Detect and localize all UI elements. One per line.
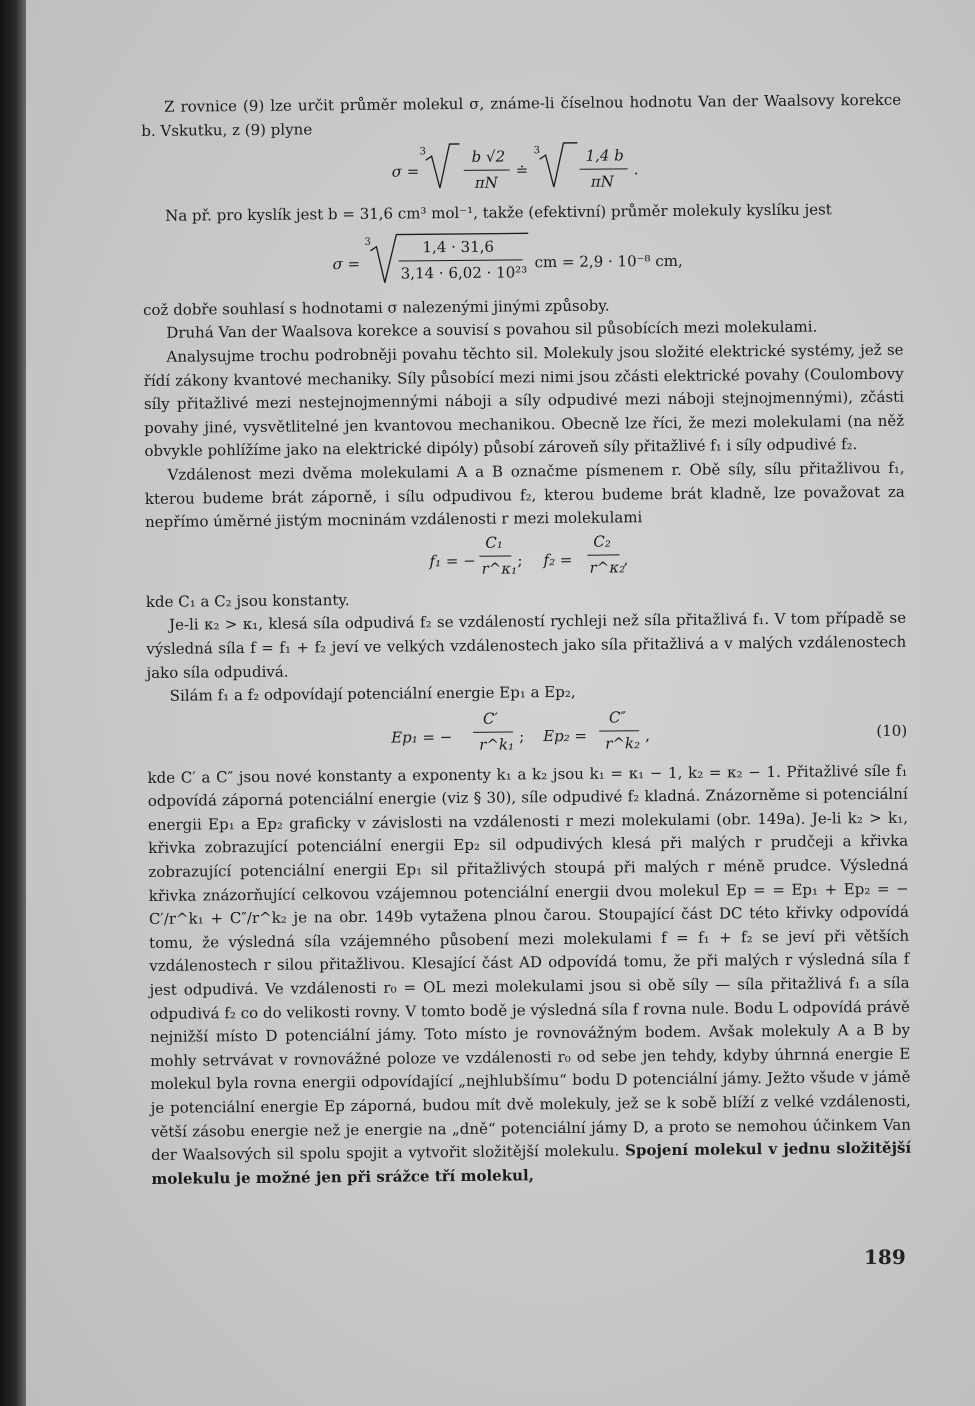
eq-separator: ; (519, 727, 525, 746)
eq-ep1: Ep₁ = − (391, 727, 453, 747)
paragraph-10-bold-end: Spojení molekul v jednu složitější molekulu je možné jen při srážce tří molekul, (151, 1138, 912, 1188)
equation-sigma-2 (142, 221, 903, 298)
root-index: 3 (419, 146, 426, 158)
paragraph-7: kde C₁ a C₂ jsou konstanty. (145, 590, 350, 611)
paragraph-10 (147, 759, 911, 1191)
eq-f2: f₂ = (543, 550, 573, 569)
book-spine-shadow (0, 0, 26, 1406)
paragraph-5: Analysujme trochu podrobněji povahu těchto sil. Molekuly jsou složité elektrické systémy, jež se řídí zákony kvantové mechaniky. Síly působící mezi nimi jsou zčásti elektrické povahy (Coulombovy síly přitažlivé mezi nestejnojmennými náboji a síly odpudivé mezi náboji stejnojmennými), zčásti povahy jiné, vysvětlitelné jen kvantovou mechanikou. Obecně lze říci, že mezi molekulami (na něž obvykle pohlížíme jako na elektrické dipóly) působí zároveň síly přitažlivé f₁ i síly odpudivé f₂. (143, 340, 905, 461)
eq-numerator: 1,4 b (585, 146, 624, 165)
paragraph-2: Na př. pro kyslík jest b = 31,6 cm³ mol⁻¹, takže (efektivní) průměr molekuly kyslíku jest (165, 200, 832, 225)
paragraph-3: což dobře souhlasí s hodnotami σ nalezenými jinými způsoby. (142, 296, 610, 319)
equation-number: (10) (876, 721, 908, 740)
equation-sigma-1 (141, 136, 902, 205)
eq-approx: ≐ (515, 161, 529, 180)
eq-end: . (633, 160, 639, 179)
eq-numerator: C₁ (485, 533, 503, 552)
eq-denominator: πN (590, 172, 614, 191)
eq-denominator: 3,14 · 6,02 · 10²³ (400, 263, 528, 283)
equation-potential-energy (147, 701, 908, 766)
paragraph-4: Druhá Van der Waalsova korekce a souvisí s povahou sil působících mezi molekulami. (166, 317, 818, 343)
eq-numerator: C′ (482, 709, 498, 728)
eq-lhs: σ = (332, 254, 361, 273)
eq-numerator: 1,4 · 31,6 (422, 237, 495, 257)
eq-numerator: C″ (608, 708, 627, 727)
eq-f1: f₁ = − (429, 551, 476, 570)
eq-denominator: r^κ₁ (481, 559, 518, 578)
eq-end: , (623, 550, 629, 569)
eq-denominator: r^k₁ (479, 735, 515, 754)
eq-numerator: C₂ (593, 532, 611, 551)
root-index: 3 (364, 236, 371, 248)
paragraph-10-text: kde C′ a C″ jsou nové konstanty a exponenty k₁ a k₂ jsou k₁ = κ₁ − 1, k₂ = κ₂ − 1. Přitažlivé síle f₁ odpovídá záporná potenciální energie (viz § 30), síle odpudivé f₂ kladná. Znázorněme si potenciální energii Ep₁ a Ep₂ graficky v závislosti na vzdálenosti r mezi molekulami (obr. 149a). Je-li k₂ > k₁, křivka zobrazující potenciální energii Ep₂ sil odpudivých klesá při malých r prudčeji a křivka zobrazující potenciální energii Ep₁ sil přitažlivých stoupá při malých r méně prudce. Výsledná křivka znázorňující celkovou vzájemnou potenciální energii dvou molekul Ep = = Ep₁ + Ep₂ = − C′/r^k₁ + C″/r^k₂ je na obr. 149b vytažena plnou čarou. Stoupající část DC této křivky odpovídá tomu, že výsledná síla vzájemného působení mezi molekulami f = f₁ + f₂ se jeví při větších vzdálenostech r silou přitažlivou. Klesající část AD odpovídá tomu, že při malých r výsledná síla f jest odpudivá. Ve vzdálenosti r₀ = OL mezi molekulami jsou si obě síly — síla přitažlivá f₁ a síla odpudivá f₂ co do velikosti rovny. V tomto bodě je výsledná síla f rovna nule. Bodu L odpovídá právě nejnižší místo D potenciální jámy. Toto místo je rovnovážným bodem. Avšak molekuly A a B by mohly setrvávat v rovnovážné poloze ve vzdálenosti r₀ od sebe jen tehdy, kdyby úhrnná energie E molekul byla rovna energii odpovídající „nejhlubšímu“ bodu D potenciální jámy. Ježto všude v jámě je potenciální energie Ep záporná, budou mít dvě molekuly, jež se k sobě blíží z velké vzdálenosti, větší zásobu energie než je energie na „dně“ potenciální jámy D, a proto se nemohou účinkem Van der Waalsových sil spolu spojit a vytvořit složitější molekulu. (147, 761, 911, 1165)
eq-end: , (645, 725, 651, 744)
paragraph-9: Silám f₁ a f₂ odpovídají potenciální energie Ep₁ a Ep₂, (169, 682, 576, 705)
eq-ep2: Ep₂ = (543, 726, 588, 745)
radical-sign-icon (537, 141, 577, 191)
eq-rhs: cm = 2,9 · 10⁻⁸ cm, (534, 251, 683, 272)
paragraph-1: Z rovnice (9) lze určit průměr molekul σ, známe-li číselnou hodnotu Van der Waalsovy korekce b. Vskutku, z (9) plyne (141, 90, 902, 140)
eq-numerator: b √2 (471, 147, 506, 167)
root-index: 3 (533, 145, 540, 157)
book-page (26, 0, 975, 1406)
eq-denominator: πN (474, 173, 498, 192)
page-number: 189 (864, 1245, 906, 1269)
eq-separator: ; (517, 551, 523, 570)
equation-forces (145, 527, 906, 590)
page-text (141, 89, 911, 1192)
paragraph-8: Je-li κ₂ > κ₁, klesá síla odpudivá f₂ se vzdáleností rychleji než síla přitažlivá f₁. V tom případě se výsledná síla f = f₁ + f₂ jeví ve velkých vzdálenostech jako síla přitažlivá a v malých vzdálenostech jako síla odpudivá. (146, 608, 907, 682)
eq-denominator: r^κ₂ (589, 558, 626, 577)
paragraph-6: Vzdálenost mezi dvěma molekulami A a B označme písmenem r. Obě síly, sílu přitažlivou f₁, kterou budeme brát záporně, i sílu odpudivou f₂, kterou budeme brát kladně, lze považovat za nepřímo úměrné jistým mocninám vzdálenosti r mezi molekulami (144, 458, 905, 532)
eq-denominator: r^k₂ (605, 733, 641, 753)
radical-sign-icon (423, 142, 459, 192)
eq-lhs: σ = (391, 162, 420, 181)
